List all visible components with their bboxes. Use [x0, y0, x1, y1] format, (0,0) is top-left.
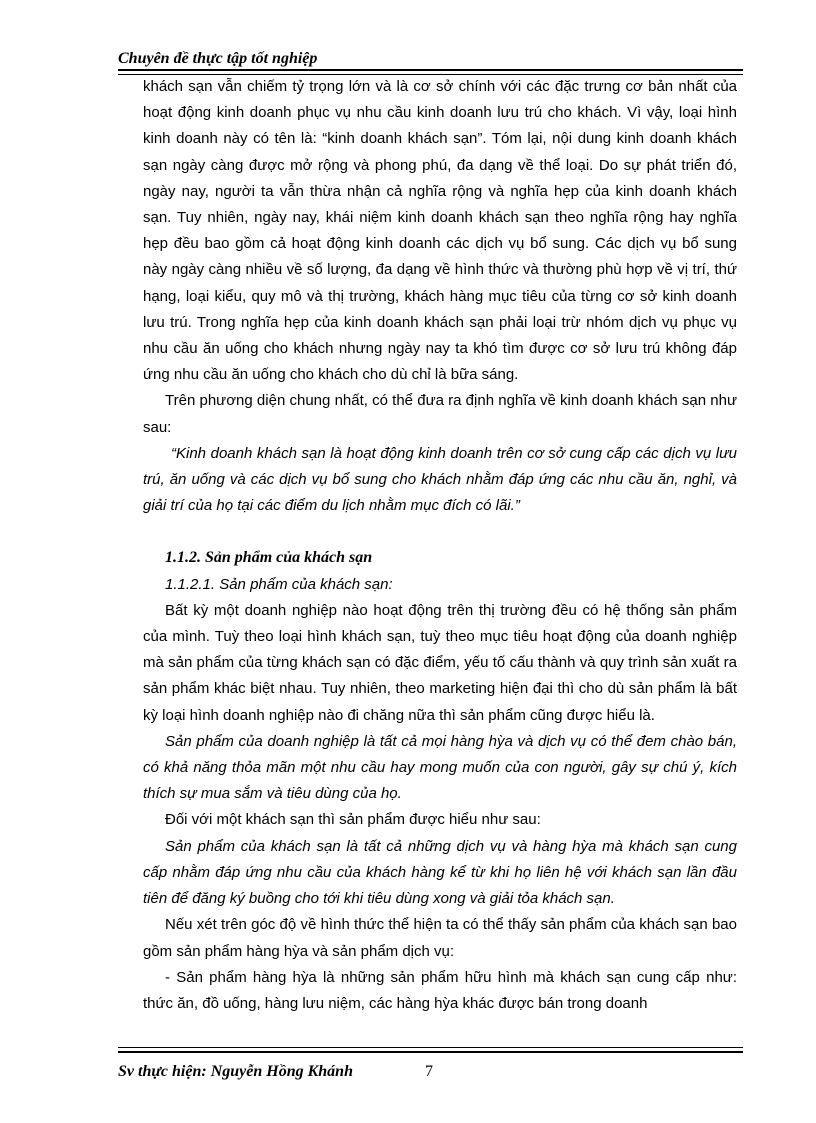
page-header: [118, 49, 743, 69]
paragraph-hotel-product-intro: Đối với một khách sạn thì sản phẩm được hiểu như sau:: [165, 811, 541, 829]
page-footer: [118, 1047, 743, 1080]
list-item-goods: - Sản phẩm hàng hỳa là những sản phẩm hữu hình mà khách sạn cung cấp như: thức ăn, đồ uống, hàng lưu niệm, các hàng hỳa khác được bán trong doanh: [143, 968, 737, 1012]
footer-rule: [118, 1047, 743, 1053]
paragraph-hotel-business: khách sạn vẫn chiếm tỷ trọng lớn và là cơ sở chính với các đặc trưng cơ bản nhất của hoạt động kinh doanh phục vụ nhu cầu kinh doanh lưu trú cho khách. Vì vậy, loại hình kinh doanh này có tên là: “kinh doanh khách sạn”. Tóm lại, nội dung kinh doanh khách sạn ngày càng được mở rộng và phong phú, đa dạng về thể loại. Do sự phát triển đó, ngày nay, người ta vẫn thừa nhận cả nghĩa rộng và nghĩa hẹp của kinh doanh khách sạn. Tuy nhiên, ngày nay, khái niệm kinh doanh khách sạn theo nghĩa rộng hay nghĩa hẹp đều bao gồm cả hoạt động kinh doanh các dịch vụ bổ sung. Các dịch vụ bổ sung này ngày càng nhiều về số lượng, đa dạng về hình thức và thường phù hợp về vị trí, thứ hạng, loại kiểu, quy mô và thị trường, khách hàng mục tiêu của từng cơ sở kinh doanh lưu trú. Trong nghĩa hẹp của kinh doanh khách sạn phải loại trừ nhóm dịch vụ phục vụ nhu cầu ăn uống cho khách nhưng ngày nay ta khó tìm được cơ sở lưu trú không đáp ứng nhu cầu ăn uống cho khách cho dù chỉ là bữa sáng.: [143, 78, 737, 384]
header-title: Chuyên đề thực tập tốt nghiệp: [118, 50, 318, 67]
paragraph-products: Bất kỳ một doanh nghiệp nào hoạt động trên thị trường đều có hệ thống sản phẩm của mình. Tuỳ theo loại hình khách sạn, tuỳ theo mục tiêu hoạt động của doanh nghiệp mà sản phẩm của từng khách sạn có đặc điểm, yếu tố cấu thành và quy trình sản xuất ra sản phẩm khác biệt nhau. Tuy nhiên, theo marketing hiện đại thì cho dù sản phẩm là bất kỳ loại hình doanh nghiệp nào đi chăng nữa thì sản phẩm cũng được hiểu là.: [143, 601, 737, 724]
paragraph-product-forms: Nếu xét trên góc độ về hình thức thể hiện ta có thể thấy sản phẩm của khách sạn bao gồm sản phẩm hàng hỳa và sản phẩm dịch vụ:: [143, 916, 737, 960]
section-heading: 1.1.2. Sản phẩm của khách sạn: [165, 549, 373, 567]
subsection-heading: 1.1.2.1. Sản phẩm của khách sạn:: [165, 575, 393, 593]
page-number: 7: [425, 1063, 433, 1080]
paragraph-definition-intro: Trên phương diện chung nhất, có thể đưa ra định nghĩa về kinh doanh khách sạn như sau:: [143, 392, 737, 436]
quote-definition: “Kinh doanh khách sạn là hoạt động kinh doanh trên cơ sở cung cấp các dịch vụ lưu trú, ăn uống và các dịch vụ bổ sung cho khách nhằm đáp ứng các nhu cầu ăn, nghỉ, và giải trí của họ tại các điểm du lịch nhằm mục đích có lãi.”: [143, 444, 737, 515]
footer-author: Sv thực hiện: Nguyễn Hồng Khánh: [118, 1063, 353, 1080]
body-text: [143, 74, 737, 1017]
definition-enterprise-product: Sản phẩm của doanh nghiệp là tất cả mọi hàng hỳa và dịch vụ có thể đem chào bán, có khả năng thỏa mãn một nhu cầu hay mong muốn của con người, gây sự chú ý, kích thích sự mua sắm và tiêu dùng của họ.: [143, 732, 737, 803]
definition-hotel-product: Sản phẩm của khách sạn là tất cả những dịch vụ và hàng hỳa mà khách sạn cung cấp nhằm đáp ứng nhu cầu của khách hàng kể từ khi họ liên hệ với khách sạn lần đầu tiên để đăng ký buồng cho tới khi tiêu dùng xong và giải tỏa khách sạn.: [143, 837, 737, 908]
